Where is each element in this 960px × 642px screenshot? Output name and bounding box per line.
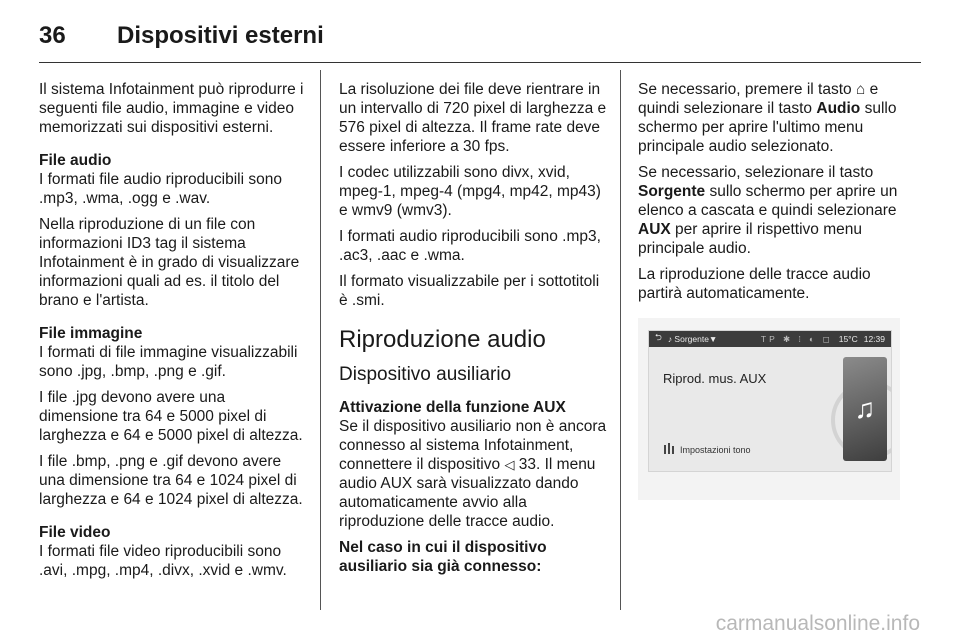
codec-paragraph: I codec utilizzabili sono divx, xvid, mpeg-1, mpeg-4 (mpg4, mp42, mp43) e wmv9 (wmv3).: [339, 164, 601, 219]
auto-play-paragraph: La riproduzione delle tracce audio partirà automaticamente.: [638, 266, 871, 302]
page-reference-arrow-icon: ◁: [504, 457, 515, 472]
aux-activation-text-b: 33. Il menu audio AUX sarà visualizzato dando automaticamente avvio alla riproduzione delle tracce audio.: [339, 456, 596, 530]
audio-key-label: Audio: [816, 100, 861, 117]
audio-formats-paragraph: I formati audio riproducibili sono .mp3, .ac3, .aac e .wma.: [339, 228, 601, 264]
screen-status-bar: [649, 331, 891, 347]
aux-activation-heading: Attivazione della funzione AUX: [339, 399, 566, 416]
clock-readout: 12:39: [863, 334, 885, 344]
column-divider: [620, 70, 621, 610]
source-text-a: Se necessario, selezionare il tasto: [638, 164, 874, 181]
chapter-title: Dispositivi esterni: [117, 22, 324, 49]
subtitle-paragraph: Il formato visualizzabile per i sottotitoli è .smi.: [339, 273, 600, 309]
back-icon: ⮌: [655, 332, 662, 342]
tone-settings-icon: [663, 443, 675, 457]
jpg-size-paragraph: I file .jpg devono avere una dimensione tra 64 e 5000 pixel di larghezza e 64 e 5000 pixel di altezza.: [39, 389, 303, 444]
image-formats-text: I formati di file immagine visualizzabili sono .jpg, .bmp, .png e .gif.: [39, 344, 298, 380]
home-text-b: e quindi selezionare il tasto: [638, 81, 879, 117]
source-text-c: per aprire il rispettivo menu principale audio.: [638, 221, 862, 257]
video-files-section: [39, 523, 307, 580]
source-dropdown: ♪ Sorgente▼: [667, 334, 718, 344]
column-3: [638, 80, 906, 310]
subsection-heading-aux-device: Dispositivo ausiliario: [339, 364, 512, 385]
status-icons: TP ✱ ⁞ ◐ ◻: [760, 333, 833, 344]
source-text-b: sullo schermo per aprire un elenco a cascata e quindi selezionare: [638, 183, 898, 219]
audio-files-heading: File audio: [39, 152, 112, 169]
aux-music-title: Riprod. mus. AUX: [663, 371, 767, 386]
column-2: [339, 80, 607, 583]
tone-settings-label: Impostazioni tono: [680, 445, 751, 455]
column-divider: [320, 70, 321, 610]
image-files-heading: File immagine: [39, 325, 143, 342]
home-button-paragraph: [638, 80, 906, 156]
infotainment-screen: [648, 330, 892, 472]
video-formats-text: I formati file video riproducibili sono .avi, .mpg, .mp4, .divx, .xvid e .wmv.: [39, 543, 287, 579]
tone-settings-item: [663, 443, 751, 457]
audio-files-section: [39, 151, 307, 208]
audio-formats-text: I formati file audio riproducibili sono .mp3, .wma, .ogg e .wav.: [39, 171, 282, 207]
column-1: [39, 80, 307, 587]
other-image-size-paragraph: I file .bmp, .png e .gif devono avere una dimensione tra 64 e 1024 pixel di larghezza e 64 e 1024 pixel di altezza.: [39, 453, 303, 508]
page-number: 36: [39, 22, 66, 49]
image-files-section: [39, 324, 307, 381]
infotainment-screenshot-figure: [638, 318, 900, 500]
aux-activation-text-a: Se il dispositivo ausiliario non è ancora connesso al sistema Infotainment, connettere il dispositivo: [339, 418, 607, 473]
aux-activation-section: [339, 398, 607, 531]
home-icon: ⌂: [855, 81, 866, 98]
watermark-text: carmanualsonline.info: [715, 612, 920, 635]
aux-key-label: AUX: [638, 221, 671, 238]
home-text-a: Se necessario, premere il tasto: [638, 81, 852, 98]
music-note-icon: ♫: [843, 357, 887, 461]
temperature-readout: 15°C: [838, 334, 858, 344]
intro-paragraph: Il sistema Infotainment può riprodurre i seguenti file audio, immagine e video memorizzati sui dispositivi esterni.: [39, 81, 304, 136]
home-text-c: sullo schermo per aprire l'ultimo menu principale audio selezionato.: [638, 100, 897, 155]
already-connected-heading: Nel caso in cui il dispositivo ausiliario sia già connesso:: [339, 539, 547, 575]
id3-paragraph: Nella riproduzione di un file con informazioni ID3 tag il sistema Infotainment è in grado di visualizzare informazioni quali ad es. il titolo del brano e l'artista.: [39, 216, 300, 309]
section-heading-audio-playback: Riproduzione audio: [339, 326, 546, 353]
header-rule: [39, 62, 921, 63]
page-header: [39, 16, 921, 56]
resolution-paragraph: La risoluzione dei file deve rientrare in un intervallo di 720 pixel di larghezza e 576 pixel di altezza. Il frame rate deve essere inferiore a 30 fps.: [339, 81, 607, 155]
video-files-heading: File video: [39, 524, 111, 541]
source-key-label: Sorgente: [638, 183, 706, 200]
source-paragraph: [638, 163, 906, 258]
